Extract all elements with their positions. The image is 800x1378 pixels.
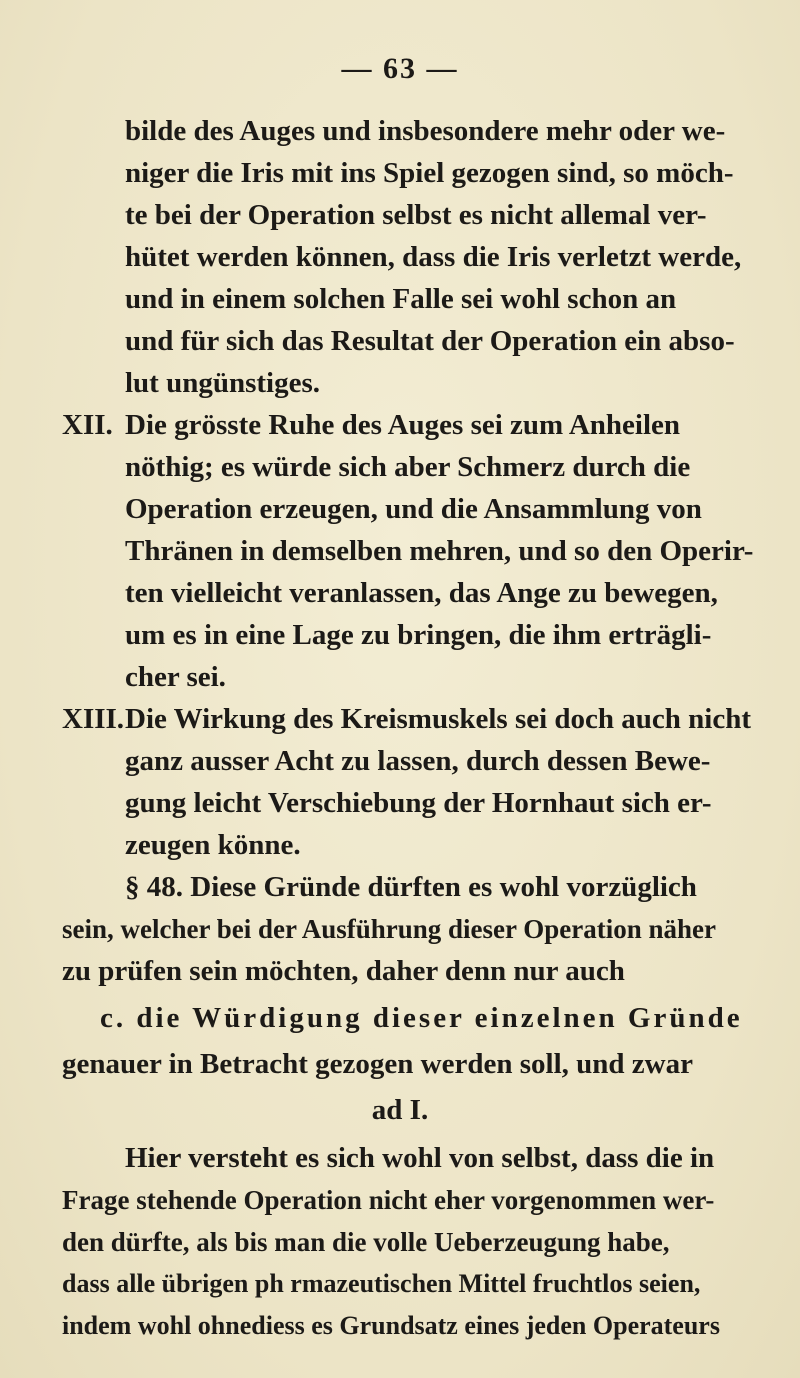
text-line: te bei der Operation selbst es nicht allemal ver- [125,199,707,231]
text-line: Operation erzeugen, und die Ansammlung von [125,493,702,525]
text-line: § 48. Diese Gründe dürften es wohl vorzüglich [125,871,697,903]
text-line: Thränen in demselben mehren, und so den Operir- [125,535,754,567]
text-line: cher sei. [125,661,226,693]
text-line: Die grösste Ruhe des Auges sei zum Anheilen [125,409,681,441]
text-line: gung leicht Verschiebung der Hornhaut sich er- [125,787,712,819]
text-line: zu prüfen sein möchten, daher denn nur auch [62,955,625,987]
text-line: niger die Iris mit ins Spiel gezogen sind, so möch- [125,157,734,189]
text-line: hütet werden können, dass die Iris verletzt werde, [125,241,742,273]
text-line: lut ungünstiges. [125,367,321,399]
text-line: und für sich das Resultat der Operation ein abso- [125,325,735,357]
text-line: genauer in Betracht gezogen werden soll, und zwar [62,1048,693,1080]
section-heading: c. die Würdigung dieser einzelnen Gründe [100,1002,743,1034]
text-line: Frage stehende Operation nicht eher vorgenommen wer- [62,1185,715,1215]
section-numeral-xiii: XIII. [62,703,125,735]
text-line: um es in eine Lage zu bringen, die ihm erträgli- [125,619,712,651]
text-line: und in einem solchen Falle sei wohl schon an [125,283,677,315]
text-line: Hier versteht es sich wohl von selbst, dass die in [125,1142,715,1174]
text-line: ten vielleicht veranlassen, das Ange zu bewegen, [125,577,718,609]
text-line: nöthig; es würde sich aber Schmerz durch die [125,451,691,483]
text-line: bilde des Auges und insbesondere mehr oder we- [125,115,726,147]
text-line: den dürfte, als bis man die volle Ueberzeugung habe, [62,1227,670,1257]
section-numeral-xii: XII. [62,409,113,441]
text-line: ganz ausser Acht zu lassen, durch dessen Bewe- [125,745,711,777]
text-line: indem wohl ohnediess es Grundsatz eines jeden Operateurs [62,1311,720,1340]
subheading-ad-i: ad I. [371,1094,429,1126]
text-line: zeugen könne. [125,829,301,861]
text-line: Die Wirkung des Kreismuskels sei doch auch nicht [125,703,752,735]
text-line: sein, welcher bei der Ausführung dieser Operation näher [62,914,717,944]
page-number: — 63 — [341,52,459,85]
text-line: dass alle übrigen ph rmazeutischen Mittel fruchtlos seien, [62,1269,701,1298]
